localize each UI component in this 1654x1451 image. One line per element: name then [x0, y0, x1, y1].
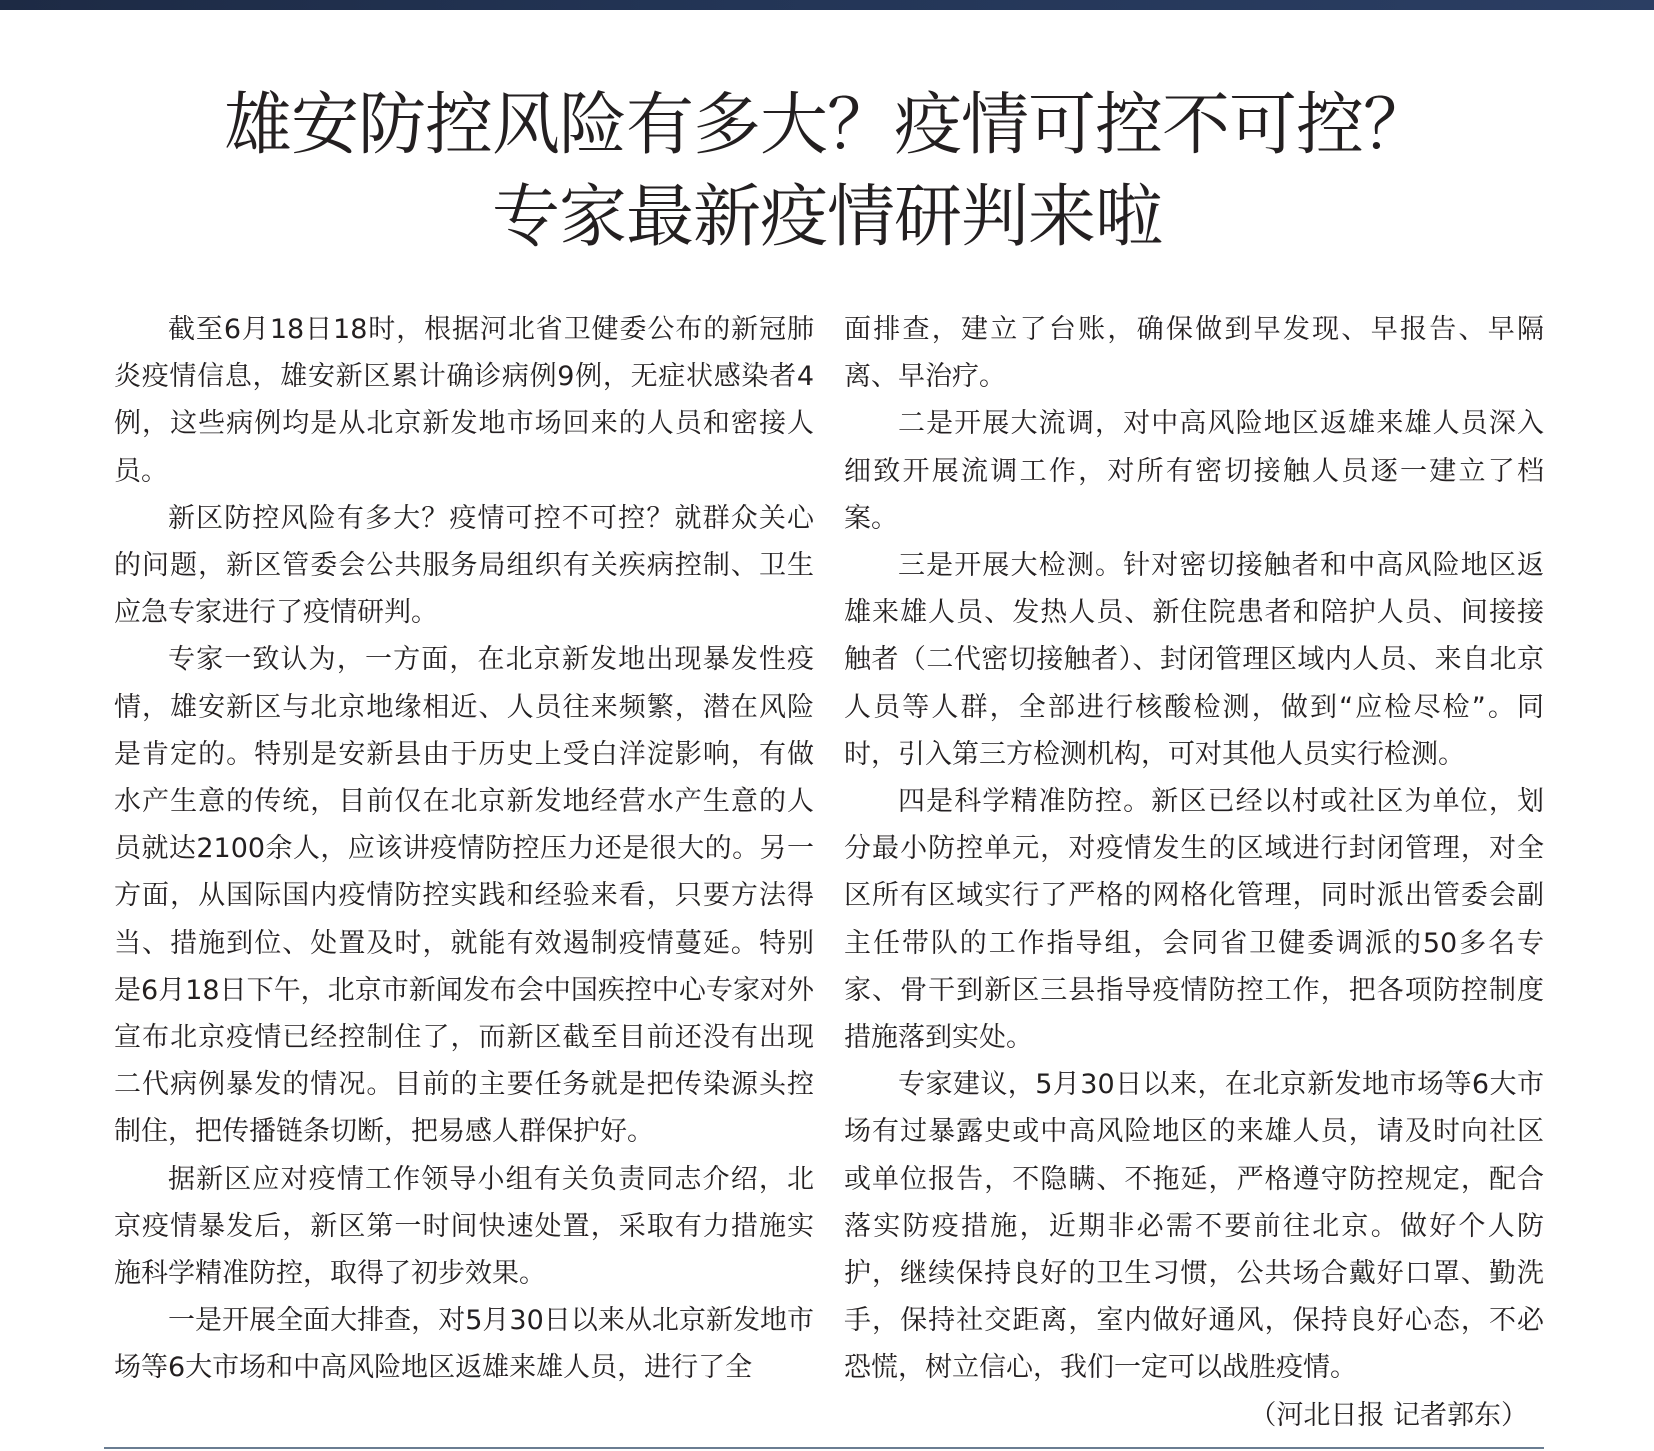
article-body [0, 306, 1654, 1431]
paragraph-continuation: 面排查，建立了台账，确保做到早发现、早报告、早隔离、早治疗。 [844, 314, 1544, 393]
paragraph: 三是开展大检测。针对密切接触者和中高风险地区返雄来雄人员、发热人员、新住院患者和陪护人员、间接接触者（二代密切接触者）、封闭管理区域内人员、来自北京人员等人群，全部进行核酸检测，做到“应检尽检”。同时，引入第三方检测机构，可对其他人员实行检测。 [844, 550, 1544, 770]
paragraph: 专家一致认为，一方面，在北京新发地出现暴发性疫情，雄安新区与北京地缘相近、人员往来频繁，潜在风险是肯定的。特别是安新县由于历史上受白洋淀影响，有做水产生意的传统，目前仅在北京新发地经营水产生意的人员就达2100余人，应该讲疫情防控压力还是很大的。另一方面，从国际国内疫情防控实践和经验来看，只要方法得当、措施到位、处置及时，就能有效遏制疫情蔓延。特别是6月18日下午，北京市新闻发布会中国疾控中心专家对外宣布北京疫情已经控制住了，而新区截至目前还没有出现二代病例暴发的情况。目前的主要任务就是把传染源头控制住，把传播链条切断，把易感人群保护好。 [114, 644, 814, 1148]
paragraph: 二是开展大流调，对中高风险地区返雄来雄人员深入细致开展流调工作，对所有密切接触人员逐一建立了档案。 [844, 408, 1544, 534]
paragraph: 新区防控风险有多大？疫情可控不可控？就群众关心的问题，新区管委会公共服务局组织有关疾病控制、卫生应急专家进行了疫情研判。 [114, 502, 814, 629]
paragraph: 四是科学精准防控。新区已经以村或社区为单位，划分最小防控单元，对疫情发生的区域进行封闭管理，对全区所有区域实行了严格的网格化管理，同时派出管委会副主任带队的工作指导组，会同省卫健委调派的50多名专家、骨干到新区三县指导疫情防控工作，把各项防控制度措施落到实处。 [844, 786, 1544, 1054]
paragraph: 据新区应对疫情工作领导小组有关负责同志介绍，北京疫情暴发后，新区第一时间快速处置，采取有力措施实施科学精准防控，取得了初步效果。 [114, 1163, 814, 1290]
paragraph: 专家建议，5月30日以来，在北京新发地市场等6大市场有过暴露史或中高风险地区的来雄人员，请及时向社区或单位报告，不隐瞒、不拖延，严格遵守防控规定，配合落实防疫措施，近期非必需不要前往北京。做好个人防护，继续保持良好的卫生习惯，公共场合戴好口罩、勤洗手，保持社交距离，室内做好通风，保持良好心态，不必恐慌，树立信心，我们一定可以战胜疫情。 [844, 1069, 1544, 1384]
headline-line-1: 雄安防控风险有多大？疫情可控不可控？ [223, 86, 1430, 165]
paragraph: 一是开展全面大排查，对5月30日以来从北京新发地市场等6大市场和中高风险地区返雄来雄人员，进行了全 [114, 1305, 814, 1384]
headline-line-2: 专家最新疫情研判来啦 [491, 178, 1162, 257]
article-headline [0, 80, 1654, 264]
bottom-divider [104, 1447, 1544, 1449]
left-column [114, 306, 814, 1392]
byline: （河北日报 记者郭东） [1249, 1399, 1528, 1431]
top-banner-bar [0, 0, 1654, 10]
right-column [844, 306, 1544, 1439]
paragraph: 截至6月18日18时，根据河北省卫健委公布的新冠肺炎疫情信息，雄安新区累计确诊病例9例，无症状感染者4例，这些病例均是从北京新发地市场回来的人员和密接人员。 [114, 314, 814, 487]
